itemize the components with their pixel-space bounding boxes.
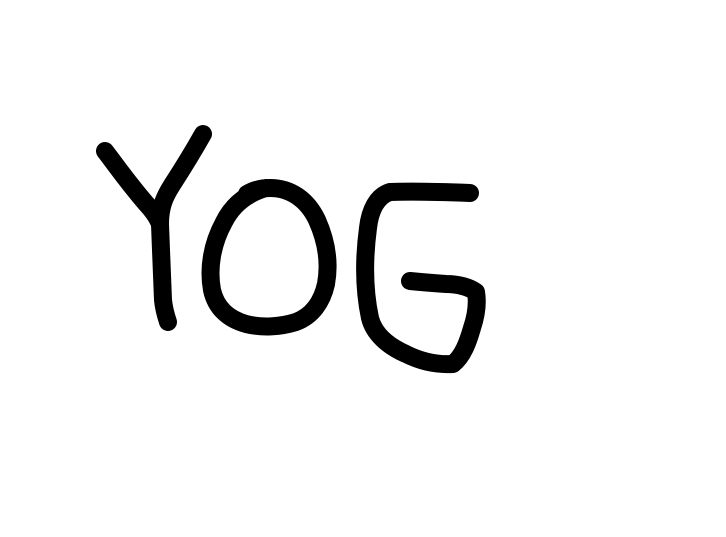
letter-y-right-arm	[160, 134, 203, 224]
letter-y-stem	[160, 224, 168, 322]
letter-y	[105, 134, 203, 322]
letter-g-curve	[365, 192, 477, 365]
letter-g	[365, 192, 477, 365]
letter-o	[211, 188, 328, 326]
letter-o-loop	[211, 188, 328, 326]
